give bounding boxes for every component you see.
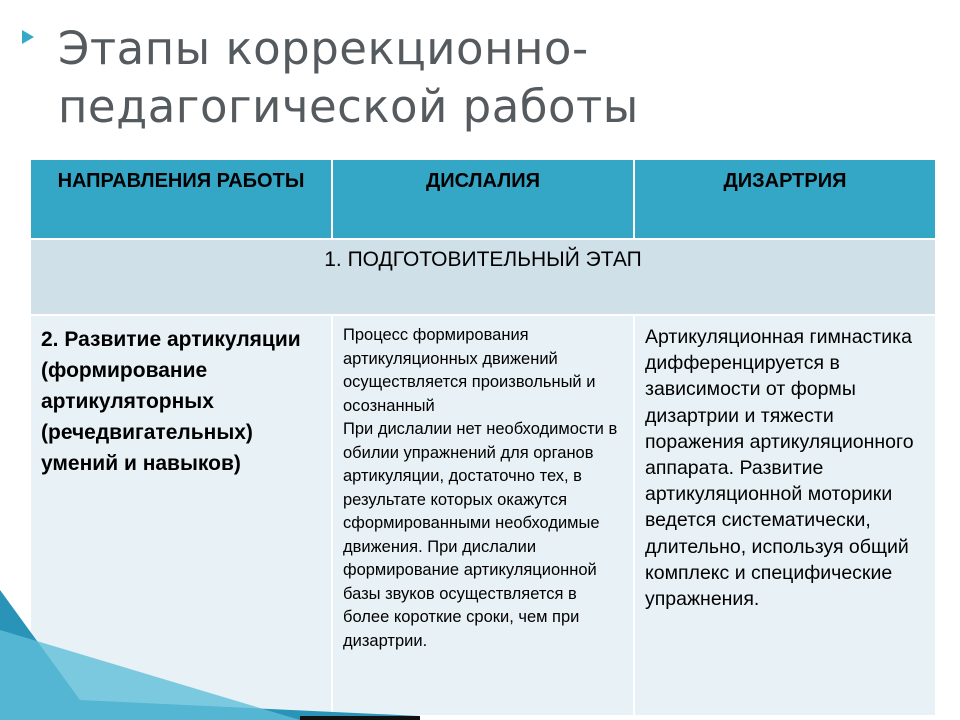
header-dysarthria: ДИЗАРТРИЯ	[635, 160, 937, 240]
dyslalia-paragraph-1: Процесс формирования артикуляционных движений осуществляется произвольный и осознанный	[343, 326, 596, 415]
header-dyslalia: ДИСЛАЛИЯ	[333, 160, 635, 240]
wedge-shadow	[300, 716, 420, 720]
header-directions: НАПРАВЛЕНИЯ РАБОТЫ	[31, 160, 333, 240]
slide-title-line-2: педагогической работы	[58, 80, 639, 133]
slide-title	[58, 20, 918, 136]
direction-cell: 2. Развитие артикуляции (формирование артикуляторных (речедвигательных) умений и навыков)	[31, 316, 333, 717]
table-row-prep-stage	[31, 240, 937, 316]
dysarthria-cell: Артикуляционная гимнастика дифференцируется в зависимости от формы дизартрии и тяжести поражения артикуляционного аппарата. Развитие артикуляционной моторики ведется систематически, длительно, используя общий комплекс и специфические упражнения.	[635, 316, 937, 717]
slide-title-line-1: Этапы коррекционно-	[58, 22, 589, 75]
wedge-light	[0, 630, 300, 720]
dyslalia-paragraph-2: При дислалии нет необходимости в обилии упражнений для органов артикуляции, достаточно тех, в результате которых окажутся сформированными необходимые движения. При дислалии формирование артикуляционной базы звуков осуществляется в более короткие сроки, чем при дизартрии.	[343, 420, 618, 650]
title-bullet-icon	[22, 30, 34, 44]
table-header-row	[31, 160, 937, 240]
decorative-wedge	[0, 590, 420, 720]
prep-stage-cell: 1. ПОДГОТОВИТЕЛЬНЫЙ ЭТАП	[31, 240, 937, 316]
